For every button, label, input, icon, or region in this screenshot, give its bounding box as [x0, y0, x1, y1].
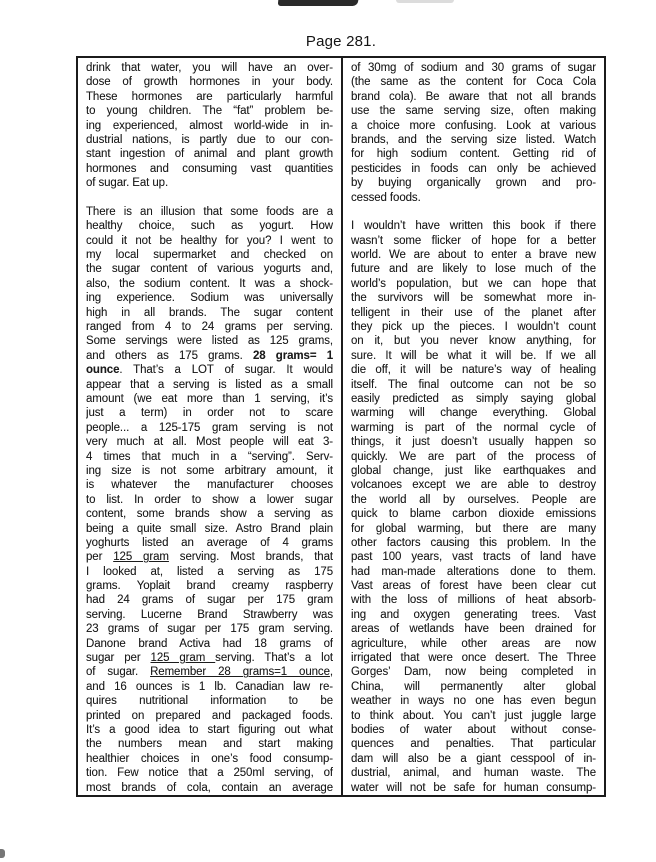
text-segment: of sugar. [86, 666, 151, 679]
underlined-text: 125 gram [150, 652, 216, 665]
text-line [86, 162, 333, 176]
blank-line [86, 191, 333, 205]
text-segment: dustrial nations, is partly due to our con- [86, 133, 333, 146]
text-segment: on it, but you never know anything, for [351, 335, 596, 348]
text-column-left [78, 58, 341, 795]
text-line [351, 320, 596, 334]
text-line [351, 162, 596, 176]
text-line [86, 593, 333, 607]
text-line [86, 651, 333, 665]
text-segment: volcanoes except we are able to destroy [351, 479, 596, 492]
bold-text: 28 grams= 1 [252, 349, 333, 362]
text-line [351, 723, 596, 737]
text-segment: use the same serving size, often making [351, 105, 596, 118]
bold-text: ounce [86, 364, 120, 377]
text-line [86, 507, 333, 521]
text-line [86, 737, 333, 751]
text-line [86, 766, 333, 780]
text-line [351, 90, 596, 104]
text-segment: healthier choices in one’s food consump- [86, 752, 333, 765]
text-segment: to list. In order to show a lower sugar [86, 493, 333, 506]
text-line [86, 61, 333, 75]
text-segment: other factors causing this problem. In the [351, 536, 596, 549]
text-line [86, 709, 333, 723]
text-segment: with the loss of millions of heat absorb- [351, 594, 596, 607]
text-line [351, 248, 596, 262]
text-line [86, 752, 333, 766]
text-segment: hormones and consuming vast quantities [86, 162, 333, 175]
text-line [351, 378, 596, 392]
text-segment: wasn’t some flicker of hope for a better [351, 234, 596, 247]
text-segment: for high sodium content. Getting rid of [351, 148, 596, 161]
text-line [351, 75, 596, 89]
text-segment: being a quite small size. Astro Brand plain [86, 522, 333, 535]
text-segment: These hormones are particularly harmful [86, 90, 333, 103]
text-line [351, 737, 596, 751]
text-segment: sugar per [86, 652, 151, 665]
text-line [86, 277, 333, 291]
text-line [86, 176, 333, 190]
text-segment: , [329, 666, 333, 679]
text-line [351, 61, 596, 75]
text-line [351, 464, 596, 478]
text-segment: warming will change everything. Global [351, 407, 596, 420]
text-segment: irrigated that were once desert. The Three [351, 652, 596, 665]
text-segment: brand cola). Be aware that not all brands [351, 90, 596, 103]
text-frame [76, 56, 606, 797]
text-line [351, 191, 596, 205]
text-line [86, 392, 333, 406]
text-line [351, 709, 596, 723]
text-segment: and others as 175 grams. [86, 349, 253, 362]
scan-artifact-top-icon [278, 0, 359, 6]
text-line [86, 694, 333, 708]
text-line [351, 176, 596, 190]
text-segment: had man-made alterations done to them. [351, 565, 596, 578]
text-segment: to young children. The “fat” problem be- [86, 105, 333, 118]
text-segment: people... a 125-175 gram serving is not [86, 421, 333, 434]
text-segment: ing experienced, almost world-wide in in- [86, 119, 333, 132]
text-segment: quickly. We are part of the process of [351, 450, 596, 463]
text-segment: serving. That’s a lot [215, 652, 333, 665]
text-segment: also, the sodium content. It was a shock- [86, 277, 333, 290]
text-segment: and 16 ounces is 1 lb. Canadian law re- [86, 680, 333, 693]
text-segment: 23 grams of sugar per 175 gram serving. [86, 623, 333, 636]
text-line [86, 565, 333, 579]
text-line [86, 133, 333, 147]
text-segment: grams. Yoplait brand creamy raspberry [86, 580, 333, 593]
text-line [351, 565, 596, 579]
text-segment: of 30mg of sodium and 30 grams of sugar [351, 62, 596, 74]
text-segment: quires nutritional information to be [86, 695, 333, 708]
text-line [86, 680, 333, 694]
text-line [86, 378, 333, 392]
text-line [86, 248, 333, 262]
text-line [86, 119, 333, 133]
text-segment: warming is part of the normal cycle of [351, 421, 596, 434]
text-segment: Gorges’ Dam, now being completed in [351, 666, 596, 679]
text-line [351, 536, 596, 550]
text-line [86, 320, 333, 334]
text-segment: drink that water, you will have an over- [86, 62, 333, 74]
text-segment: dustrial, animal, and human waste. The [351, 767, 596, 780]
text-segment: could it not be healthy for you? I went to [86, 234, 333, 247]
text-segment: cessed foods. [351, 191, 421, 204]
text-line [351, 349, 596, 363]
text-line [86, 104, 333, 118]
text-line [86, 550, 333, 564]
scan-artifact-bottom-left-icon [0, 849, 5, 858]
text-line [86, 723, 333, 737]
blank-line [351, 205, 596, 219]
text-segment: printed on prepared and packaged foods. [86, 709, 333, 722]
text-line [351, 637, 596, 651]
text-segment: bodies of water about without conse- [351, 723, 596, 736]
text-line [351, 262, 596, 276]
text-line [351, 306, 596, 320]
text-segment: the numbers mean and start making [86, 738, 333, 751]
text-segment: had 24 grams of sugar per 175 gram [86, 594, 333, 607]
text-segment: telligent in their use of the planet after [351, 306, 596, 319]
text-line [351, 334, 596, 348]
text-segment: for global warming, but there are many [351, 522, 596, 535]
text-segment: itself. The final outcome can not be so [351, 378, 596, 391]
text-line [86, 608, 333, 622]
text-segment: It’s a good idea to start figuring out what [86, 723, 333, 736]
text-segment: things, it just doesn’t usually happen so [351, 436, 596, 449]
text-segment: Some servings were listed as 125 grams, [86, 335, 333, 348]
text-line [86, 464, 333, 478]
text-line [351, 550, 596, 564]
text-segment: There is an illusion that some foods are a [86, 205, 333, 218]
text-segment: areas of wetlands have been drained for [351, 623, 596, 636]
text-line [86, 781, 333, 795]
text-line [86, 406, 333, 420]
text-segment: water will not be safe for human consump- [351, 781, 596, 794]
text-segment: weather in ways no one has even begun [351, 695, 596, 708]
text-line [351, 651, 596, 665]
text-line [351, 665, 596, 679]
text-line [86, 234, 333, 248]
text-line [86, 435, 333, 449]
text-segment: dose of growth hormones in your body. [86, 76, 333, 89]
text-segment: is whatever the manufacturer chooses [86, 479, 333, 492]
text-segment: ing experience. Sodium was universally [86, 292, 333, 305]
text-segment: the survivors will be somewhat more in- [351, 292, 596, 305]
text-line [351, 219, 596, 233]
text-segment: dam will also be a giant cesspool of in- [351, 752, 596, 765]
text-segment: I looked at, listed a serving as 175 [86, 565, 333, 578]
text-line [86, 622, 333, 636]
text-line [351, 450, 596, 464]
text-segment: future and are likely to lose much of the [351, 263, 596, 276]
text-line [351, 104, 596, 118]
text-line [351, 522, 596, 536]
text-line [351, 421, 596, 435]
text-segment: the world all by ourselves. People are [351, 493, 596, 506]
text-segment: yoghurts listed an average of 4 grams [86, 536, 333, 549]
underlined-text: Remember 28 grams=1 ounce [150, 666, 330, 679]
text-line [86, 421, 333, 435]
text-segment: high in all brands. The sugar content [86, 306, 333, 319]
text-segment: amount (we eat more than 1 serving, it’s [86, 392, 333, 405]
text-column-right [341, 58, 604, 795]
text-line [86, 90, 333, 104]
text-line [351, 752, 596, 766]
text-line [351, 392, 596, 406]
text-line [351, 493, 596, 507]
text-line [86, 291, 333, 305]
text-line [351, 406, 596, 420]
underlined-text: 125 gram [113, 551, 169, 564]
text-segment: China, will permanently alter global [351, 680, 596, 693]
text-line [351, 291, 596, 305]
text-line [351, 507, 596, 521]
text-segment: just a term) in order not to scare [86, 407, 333, 420]
scan-artifact-top-faint-icon [396, 0, 454, 3]
text-line [86, 637, 333, 651]
text-segment: sure. It will be what it will be. If we all [351, 349, 596, 362]
text-segment: ing size is not some arbitrary amount, it [86, 464, 333, 477]
text-segment: by buying organically grown and pro- [351, 177, 596, 190]
text-segment: healthy choice, such as yogurt. How [86, 220, 333, 233]
text-line [86, 665, 333, 679]
text-segment: world’s population, but we can hope that [351, 277, 596, 290]
text-line [351, 435, 596, 449]
text-segment: global change, just like earthquakes and [351, 464, 596, 477]
text-segment: per [86, 551, 114, 564]
text-line [351, 119, 596, 133]
text-line [86, 450, 333, 464]
text-line [86, 262, 333, 276]
text-line [86, 363, 333, 377]
text-segment: very much at all. Most people will eat 3- [86, 436, 333, 449]
text-line [86, 493, 333, 507]
text-line [86, 349, 333, 363]
text-segment: of sugar. Eat up. [86, 177, 169, 190]
text-line [351, 608, 596, 622]
text-line [86, 522, 333, 536]
text-segment: most brands of cola, contain an average [86, 781, 333, 794]
text-line [86, 219, 333, 233]
text-line [351, 133, 596, 147]
page-number-heading: Page 281. [305, 33, 377, 50]
text-segment: a choice more confusing. Look at various [351, 119, 596, 132]
text-line [351, 277, 596, 291]
text-line [351, 593, 596, 607]
text-segment: Danone brand Activa had 18 grams of [86, 637, 333, 650]
text-line [86, 536, 333, 550]
text-segment: ing and oxygen generating trees. Vast [351, 608, 596, 621]
text-segment: they pick up the pieces. I wouldn’t count [351, 321, 596, 334]
text-segment: Vast areas of forest have been clear cut [351, 580, 596, 593]
text-segment: die off, it will be nature’s way of healing [351, 364, 596, 377]
text-segment: world. We are about to enter a brave new [351, 249, 596, 262]
text-segment: tion. Few notice that a 250ml serving, of [86, 767, 333, 780]
text-line [351, 781, 596, 795]
text-segment: serving. Lucerne Brand Strawberry was [86, 608, 333, 621]
text-line [351, 234, 596, 248]
text-line [86, 306, 333, 320]
text-segment: quick to blame carbon dioxide emissions [351, 508, 596, 521]
text-segment: appear that a serving is listed as a small [86, 378, 333, 391]
text-line [351, 363, 596, 377]
text-segment: pesticides in foods can only be achieved [351, 162, 596, 175]
text-line [351, 694, 596, 708]
text-segment: (the same as the content for Coca Cola [351, 76, 596, 89]
text-segment: to think about. You can’t just juggle large [351, 709, 596, 722]
text-line [86, 205, 333, 219]
text-line [351, 680, 596, 694]
text-line [351, 766, 596, 780]
text-line [86, 334, 333, 348]
text-segment: content, some brands show a serving as [86, 508, 333, 521]
text-line [351, 147, 596, 161]
text-segment: past 100 years, vast tracts of land have [351, 551, 596, 564]
text-segment: quences and penalties. That particular [351, 738, 596, 751]
text-segment: serving. Most brands, that [168, 551, 333, 564]
text-segment: my local supermarket and checked on [86, 249, 333, 262]
text-segment: stant ingestion of animal and plant growth [86, 148, 333, 161]
text-segment: the sugar content of various yogurts and, [86, 263, 333, 276]
text-line [86, 478, 333, 492]
text-segment: easily predicted as simply saying global [351, 392, 596, 405]
text-segment: 4 times that much in a “serving”. Serv- [86, 450, 333, 463]
text-line [351, 579, 596, 593]
text-line [86, 147, 333, 161]
text-line [351, 478, 596, 492]
text-line [86, 579, 333, 593]
text-line [86, 75, 333, 89]
text-line [351, 622, 596, 636]
text-segment: brands, and the serving size listed. Watch [351, 133, 596, 146]
text-segment: agriculture, while other areas are now [351, 637, 596, 650]
text-segment: I wouldn’t have written this book if there [351, 220, 596, 233]
text-segment: ranged from 4 to 24 grams per serving. [86, 321, 333, 334]
text-segment: . That’s a LOT of sugar. It would [119, 364, 333, 377]
